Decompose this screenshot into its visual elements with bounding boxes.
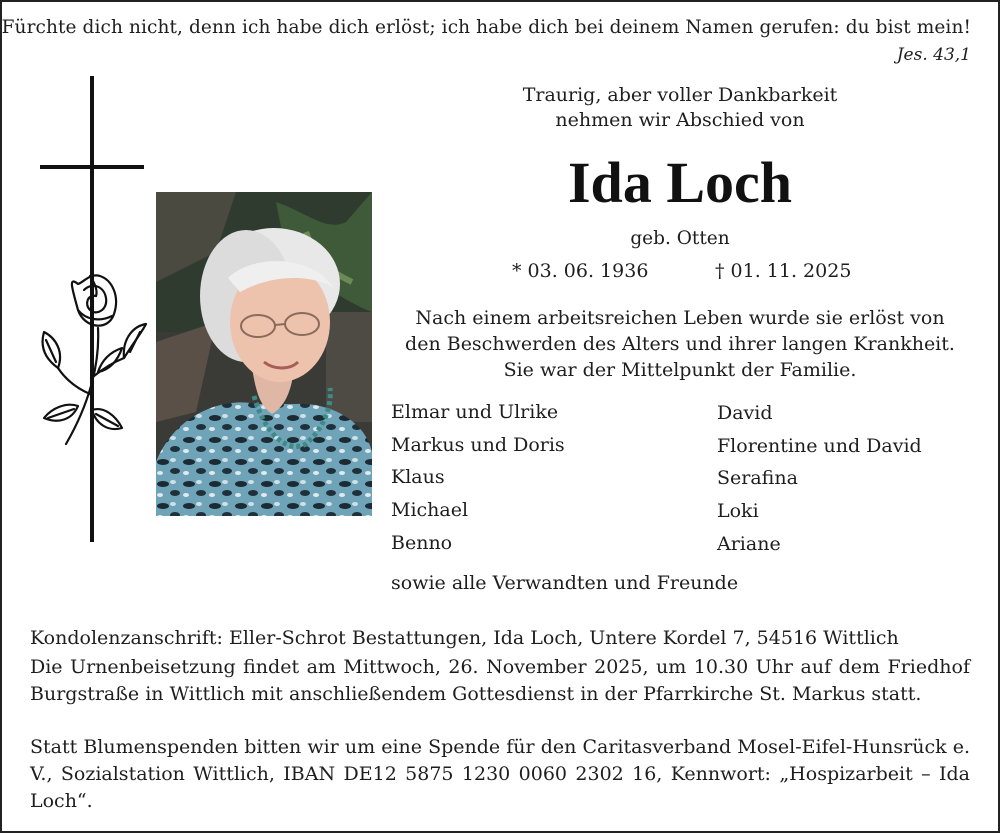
death-date-value: 01. 11. 2025 bbox=[730, 260, 852, 282]
tribute-line: Nach einem arbeitsreichen Leben wurde sie erlöst von bbox=[415, 307, 945, 329]
death-date bbox=[715, 260, 851, 282]
bible-verse-reference: Jes. 43,1 bbox=[896, 45, 971, 65]
cross-icon bbox=[38, 76, 150, 542]
tribute-line: Sie war der Mittelpunkt der Familie. bbox=[503, 359, 857, 381]
intro-line: Traurig, aber voller Dankbarkeit bbox=[522, 84, 838, 106]
family-member: Michael bbox=[391, 499, 469, 521]
bible-verse: Fürchte dich nicht, denn ich habe dich erlöst; ich habe dich bei deinem Namen gerufen: du bist mein! bbox=[1, 17, 971, 38]
family-member: Florentine und David bbox=[717, 435, 922, 457]
deceased-name: Ida Loch bbox=[567, 150, 792, 215]
family-member: Serafina bbox=[717, 467, 798, 489]
rose-icon bbox=[43, 275, 146, 444]
condolence-address: Kondolenzanschrift: Eller-Schrot Bestattungen, Ida Loch, Untere Kordel 7, 54516 Wittlich bbox=[30, 627, 899, 649]
donation-info: Statt Blumenspenden bitten wir um eine Spende für den Caritasverband Mosel-Eifel-Hunsrück e. V., Sozialstation Wittlich, IBAN DE12 5875 1230 0060 2302 16, Kennwort: „Hospizarbeit – Ida Loch“. bbox=[30, 736, 970, 812]
family-member: Benno bbox=[391, 532, 453, 554]
intro-line: nehmen wir Abschied von bbox=[555, 109, 805, 131]
portrait-photo bbox=[156, 192, 372, 516]
family-member: Ariane bbox=[717, 533, 781, 555]
family-member: Markus und Doris bbox=[391, 434, 565, 456]
family-closing: sowie alle Verwandten und Freunde bbox=[391, 572, 739, 594]
family-member: Loki bbox=[717, 500, 759, 522]
birth-name: geb. Otten bbox=[630, 228, 730, 249]
family-member: Elmar und Ulrike bbox=[391, 401, 559, 423]
dagger-icon: † bbox=[715, 260, 725, 282]
intro-text bbox=[480, 83, 880, 133]
tribute-line: den Beschwerden des Alters und ihrer langen Krankheit. bbox=[405, 333, 955, 355]
family-member: David bbox=[717, 402, 773, 424]
family-member: Klaus bbox=[391, 466, 445, 488]
birth-date: * 03. 06. 1936 bbox=[512, 260, 649, 282]
tribute-text bbox=[380, 305, 980, 383]
burial-info: Die Urnenbeisetzung findet am Mittwoch, 26. November 2025, um 10.30 Uhr auf dem Friedhof Burgstraße in Wittlich mit anschließendem Gottesdienst in der Pfarrkirche St. Markus statt. bbox=[30, 656, 970, 705]
